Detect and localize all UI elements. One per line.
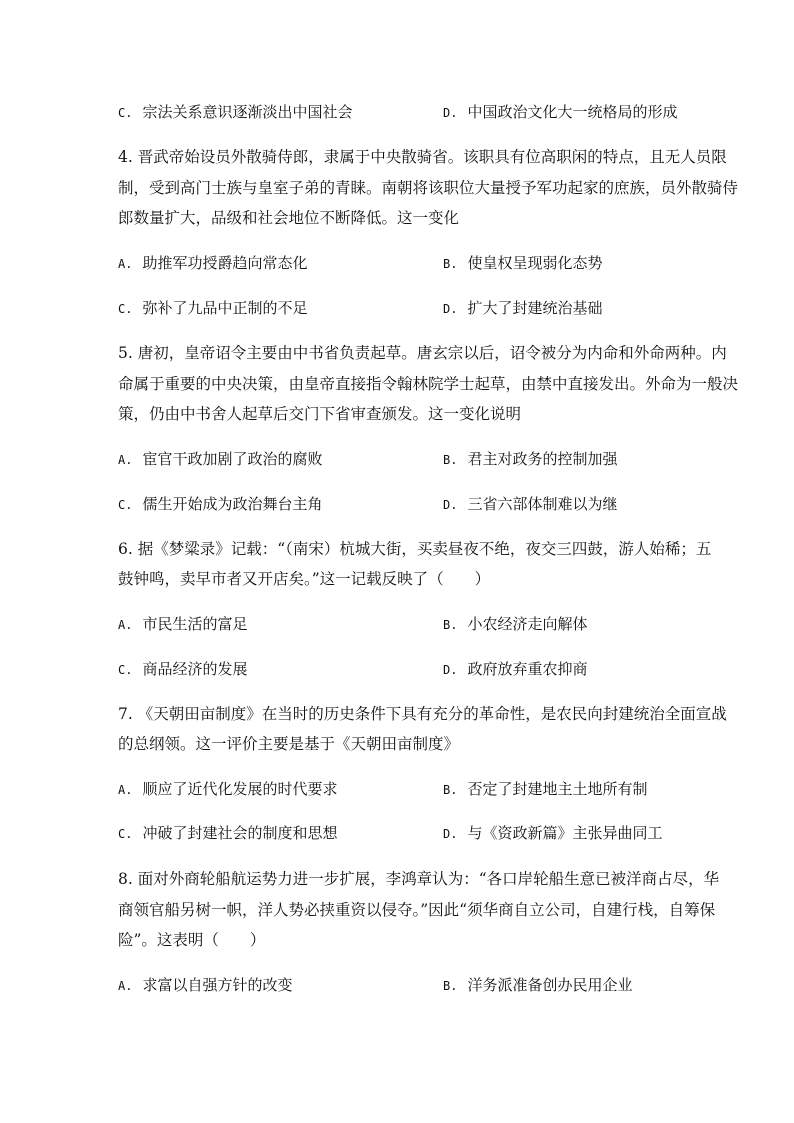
q4-option-b[interactable] — [443, 251, 602, 276]
q4-option-d[interactable] — [443, 296, 602, 321]
q7-stem-line: 7. 《天朝田亩制度》在当时的历史条件下具有充分的革命性，是农民向封建统治全面宣战 — [118, 705, 727, 723]
q8-stem-line: 8. 面对外商轮船航运势力进一步扩展，李鸿章认为：“各口岸轮船生意已被洋商占尽，华 — [118, 870, 720, 888]
q5-option-a[interactable] — [118, 447, 322, 472]
q3-option-d[interactable] — [443, 100, 677, 125]
q6-options-cd — [118, 657, 678, 681]
q3-option-c[interactable] — [118, 100, 352, 125]
q7-option-d[interactable] — [443, 821, 662, 846]
option-letter: C. — [118, 827, 133, 841]
q7-option-c[interactable] — [118, 821, 337, 846]
option-text: 政府放弃重农抑商 — [467, 660, 588, 678]
q6-stem-line: 6. 据《梦粱录》记载：“（南宋）杭城大街，买卖昼夜不绝，夜交三四鼓，游人始稀；五 — [118, 540, 712, 558]
q5-stem-line: 策，仍由中书舍人起草后交门下省审查颁发。这一变化说明 — [118, 405, 522, 423]
option-letter: C. — [118, 498, 133, 512]
option-letter: B. — [443, 453, 458, 467]
q5-options-cd — [118, 492, 678, 516]
option-text: 市民生活的富足 — [142, 615, 248, 633]
q5-stem-line: 命属于重要的中央决策，由皇帝直接指令翰林院学士起草，由禁中直接发出。外命为一般决 — [118, 375, 739, 393]
q6-option-a[interactable] — [118, 612, 247, 637]
option-text: 求富以自强方针的改变 — [142, 976, 293, 994]
option-letter: D. — [443, 302, 458, 316]
option-letter: A. — [118, 618, 133, 632]
q4-options-ab — [118, 251, 678, 275]
q8-stem-line: 商领官船另树一帜，洋人势必挟重资以侵夺。”因此“须华商自立公司，自建行栈，自筹保 — [118, 901, 716, 919]
option-text: 小农经济走向解体 — [467, 615, 588, 633]
q5-options-ab — [118, 447, 678, 471]
q5-stem-line: 5. 唐初，皇帝诏令主要由中书省负责起草。唐玄宗以后，诏令被分为内命和外命两种。内 — [118, 344, 727, 362]
option-text: 使皇权呈现弱化态势 — [467, 254, 603, 272]
option-text: 中国政治文化大一统格局的形成 — [467, 103, 678, 121]
q4-stem-line: 郎数量扩大，品级和社会地位不断降低。这一变化 — [118, 209, 460, 227]
option-letter: D. — [443, 663, 458, 677]
option-letter: A. — [118, 453, 133, 467]
q8-stem-line: 险”。这表明（ ） — [118, 931, 266, 949]
option-text: 三省六部体制难以为继 — [467, 495, 618, 513]
option-text: 弥补了九品中正制的不足 — [142, 299, 308, 317]
option-letter: C. — [118, 663, 133, 677]
option-text: 宗法关系意识逐渐淡出中国社会 — [142, 103, 353, 121]
q6-option-c[interactable] — [118, 657, 247, 682]
q3-options-cd — [118, 100, 678, 124]
option-text: 儒生开始成为政治舞台主角 — [142, 495, 323, 513]
q4-options-cd — [118, 296, 678, 320]
option-letter: D. — [443, 106, 458, 120]
option-letter: A. — [118, 783, 133, 797]
option-text: 商品经济的发展 — [142, 660, 248, 678]
option-letter: D. — [443, 498, 458, 512]
option-letter: A. — [118, 257, 133, 271]
q5-option-d[interactable] — [443, 492, 617, 517]
option-text: 否定了封建地主土地所有制 — [467, 780, 648, 798]
option-text: 洋务派准备创办民用企业 — [467, 976, 633, 994]
q5-option-c[interactable] — [118, 492, 322, 517]
option-text: 扩大了封建统治基础 — [467, 299, 603, 317]
q7-stem-line: 的总纲领。这一评价主要是基于《天朝田亩制度》 — [118, 735, 460, 753]
q6-stem-line: 鼓钟鸣，卖早市者又开店矣。”这一记载反映了（ ） — [118, 570, 491, 588]
option-letter: C. — [118, 302, 133, 316]
q6-options-ab — [118, 612, 678, 636]
q7-option-a[interactable] — [118, 777, 337, 802]
option-letter: B. — [443, 979, 458, 993]
q4-option-c[interactable] — [118, 296, 307, 321]
option-letter: B. — [443, 783, 458, 797]
option-letter: B. — [443, 257, 458, 271]
option-text: 顺应了近代化发展的时代要求 — [142, 780, 338, 798]
option-text: 冲破了封建社会的制度和思想 — [142, 824, 338, 842]
option-letter: A. — [118, 979, 133, 993]
option-letter: B. — [443, 618, 458, 632]
q7-options-cd — [118, 821, 678, 845]
q5-option-b[interactable] — [443, 447, 617, 472]
q8-options-ab — [118, 973, 678, 997]
q4-stem-line: 制，受到高门士族与皇室子弟的青睐。南朝将该职位大量授予军功起家的庶族，员外散骑侍 — [118, 179, 739, 197]
option-text: 助推军功授爵趋向常态化 — [142, 254, 308, 272]
option-letter: D. — [443, 827, 458, 841]
q6-option-d[interactable] — [443, 657, 587, 682]
q4-option-a[interactable] — [118, 251, 307, 276]
q6-option-b[interactable] — [443, 612, 587, 637]
q7-option-b[interactable] — [443, 777, 647, 802]
option-letter: C. — [118, 106, 133, 120]
option-text: 宦官干政加剧了政治的腐败 — [142, 450, 323, 468]
option-text: 与《资政新篇》主张异曲同工 — [467, 824, 663, 842]
q4-stem-line: 4. 晋武帝始设员外散骑侍郎，隶属于中央散骑省。该职具有位高职闲的特点，且无人员限 — [118, 148, 727, 166]
q8-option-a[interactable] — [118, 973, 292, 998]
q8-option-b[interactable] — [443, 973, 632, 998]
q7-options-ab — [118, 777, 678, 801]
option-text: 君主对政务的控制加强 — [467, 450, 618, 468]
